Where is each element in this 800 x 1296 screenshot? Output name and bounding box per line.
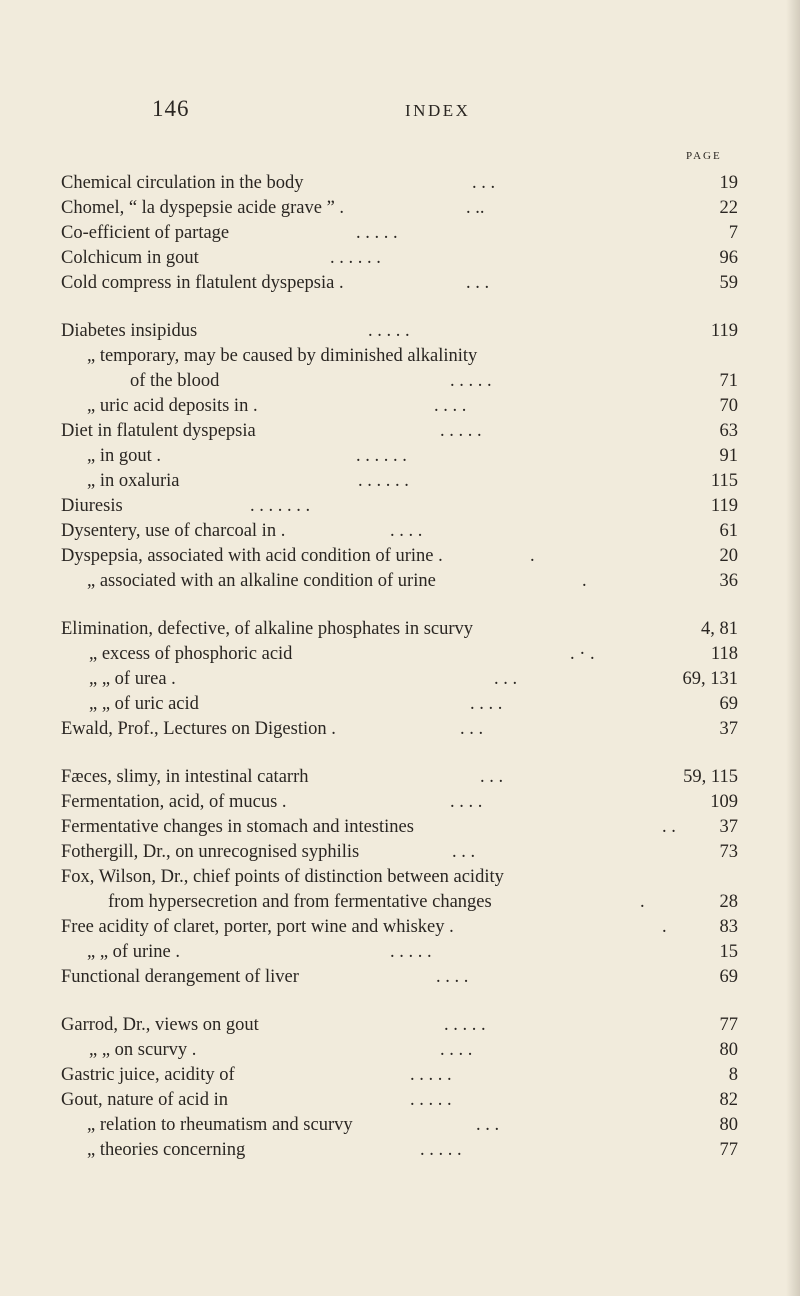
- entry-text: „ theories concerning: [87, 1140, 246, 1160]
- entry-text: Garrod, Dr., views on gout: [61, 1015, 259, 1035]
- index-entry: [0, 171, 800, 196]
- index-entry: [0, 790, 800, 815]
- entry-page-ref: 80: [719, 1115, 738, 1135]
- entry-page-ref: 36: [719, 571, 738, 591]
- index-entry: [0, 319, 800, 344]
- entry-text: „ „ of uric acid: [89, 694, 199, 714]
- dot-leader: . . .: [466, 273, 490, 293]
- dot-leader: . . . .: [470, 694, 503, 714]
- dot-leader: . ..: [466, 198, 485, 218]
- index-entry: [0, 890, 800, 915]
- entry-page-ref: 77: [719, 1015, 738, 1035]
- index-entry: [0, 494, 800, 519]
- dot-leader: . . . . . . .: [250, 496, 311, 516]
- entry-text: „ associated with an alkaline condition of urine: [87, 571, 436, 591]
- index-entry: [0, 544, 800, 569]
- entry-text: Diabetes insipidus: [61, 321, 198, 341]
- index-entry: [0, 221, 800, 246]
- index-entry: [0, 915, 800, 940]
- index-entry: [0, 865, 800, 890]
- dot-leader: . . . . . .: [330, 248, 381, 268]
- dot-leader: . . . . .: [444, 1015, 486, 1035]
- dot-leader: .: [582, 571, 587, 591]
- dot-leader: .: [640, 892, 645, 912]
- page-number: 146: [152, 96, 190, 121]
- entry-text: Co-efficient of partage: [61, 223, 230, 243]
- entry-text: „ temporary, may be caused by diminished alkalinity: [87, 346, 478, 366]
- entry-text: Fæces, slimy, in intestinal catarrh: [61, 767, 309, 787]
- entry-text: „ „ on scurvy .: [89, 1040, 197, 1060]
- index-entry: [0, 344, 800, 369]
- dot-leader: . . . . .: [356, 223, 398, 243]
- dot-leader: . . . .: [390, 521, 423, 541]
- dot-leader: .: [530, 546, 535, 566]
- entry-page-ref: 71: [719, 371, 738, 391]
- entry-page-ref: 119: [710, 321, 738, 341]
- entry-page-ref: 80: [719, 1040, 738, 1060]
- dot-leader: . . . .: [436, 967, 469, 987]
- entry-text: „ „ of urine .: [87, 942, 180, 962]
- entry-text: Elimination, defective, of alkaline phosphates in scurvy: [61, 619, 474, 639]
- index-entry: [0, 1113, 800, 1138]
- index-entry: [0, 369, 800, 394]
- index-entry: [0, 569, 800, 594]
- index-entry: [0, 1138, 800, 1163]
- entry-text: „ excess of phosphoric acid: [89, 644, 293, 664]
- dot-leader: . . . . .: [420, 1140, 462, 1160]
- entry-text: Functional derangement of liver: [61, 967, 299, 987]
- index-entry: [0, 419, 800, 444]
- entry-page-ref: 77: [719, 1140, 738, 1160]
- entry-page-ref: 19: [719, 173, 738, 193]
- entry-page-ref: 63: [719, 421, 738, 441]
- entry-text: „ uric acid deposits in .: [87, 396, 258, 416]
- entry-page-ref: 37: [719, 817, 738, 837]
- entry-page-ref: 61: [719, 521, 738, 541]
- index-entry: [0, 765, 800, 790]
- entry-text: Fothergill, Dr., on unrecognised syphilis: [61, 842, 360, 862]
- entry-text: Cold compress in flatulent dyspepsia .: [61, 273, 344, 293]
- entry-text: Fermentative changes in stomach and intestines: [61, 817, 414, 837]
- dot-leader: . .: [662, 817, 676, 837]
- entry-text: „ „ of urea .: [89, 669, 176, 689]
- entry-page-ref: 70: [719, 396, 738, 416]
- entry-page-ref: 118: [710, 644, 738, 664]
- dot-leader: . . . . .: [390, 942, 432, 962]
- dot-leader: . . .: [480, 767, 504, 787]
- entry-text: „ relation to rheumatism and scurvy: [87, 1115, 353, 1135]
- entry-page-ref: 37: [719, 719, 738, 739]
- dot-leader: .: [662, 917, 667, 937]
- dot-leader: . . .: [472, 173, 496, 193]
- index-entry: [0, 667, 800, 692]
- entry-text: Dysentery, use of charcoal in .: [61, 521, 286, 541]
- entry-page-ref: 22: [719, 198, 738, 218]
- index-entry: [0, 394, 800, 419]
- dot-leader: . . .: [460, 719, 484, 739]
- entry-page-ref: 4, 81: [701, 619, 738, 639]
- dot-leader: . . .: [494, 669, 518, 689]
- entry-text: of the blood: [130, 371, 220, 391]
- entry-text: Chomel, “ la dyspepsie acide grave ” .: [61, 198, 345, 218]
- entry-page-ref: 109: [710, 792, 738, 812]
- entry-text: Free acidity of claret, porter, port wine and whiskey .: [61, 917, 454, 937]
- entry-text: „ in oxaluria: [87, 471, 180, 491]
- dot-leader: . . . . .: [440, 421, 482, 441]
- index-entry: [0, 1038, 800, 1063]
- index-entry: [0, 469, 800, 494]
- entry-page-ref: 28: [719, 892, 738, 912]
- entry-page-ref: 119: [710, 496, 738, 516]
- index-entry: [0, 271, 800, 296]
- entry-page-ref: 82: [719, 1090, 738, 1110]
- index-entry: [0, 519, 800, 544]
- entry-text: Fermentation, acid, of mucus .: [61, 792, 287, 812]
- dot-leader: . . . . .: [410, 1065, 452, 1085]
- entry-text: Fox, Wilson, Dr., chief points of distinction between acidity: [61, 867, 504, 887]
- entry-text: Gout, nature of acid in: [61, 1090, 228, 1110]
- entry-page-ref: 8: [728, 1065, 738, 1085]
- entry-page-ref: 7: [728, 223, 738, 243]
- index-entry: [0, 965, 800, 990]
- index-entry: [0, 1013, 800, 1038]
- index-entry: [0, 444, 800, 469]
- entry-text: Chemical circulation in the body: [61, 173, 304, 193]
- index-entry: [0, 617, 800, 642]
- dot-leader: . · .: [570, 644, 595, 664]
- dot-leader: . . . . .: [450, 371, 492, 391]
- index-entry: [0, 815, 800, 840]
- index-entry: [0, 642, 800, 667]
- entry-text: Diuresis: [61, 496, 123, 516]
- dot-leader: . . . . . .: [356, 446, 407, 466]
- page-column-label: PAGE: [686, 150, 722, 162]
- entry-page-ref: 91: [719, 446, 738, 466]
- entry-text: Dyspepsia, associated with acid condition of urine .: [61, 546, 443, 566]
- dot-leader: . . . . .: [410, 1090, 452, 1110]
- entry-text: Colchicum in gout: [61, 248, 199, 268]
- index-entry: [0, 940, 800, 965]
- page-title: INDEX: [405, 101, 471, 120]
- entry-text: Gastric juice, acidity of: [61, 1065, 235, 1085]
- dot-leader: . . . . .: [368, 321, 410, 341]
- entry-page-ref: 69: [719, 694, 738, 714]
- entry-text: Diet in flatulent dyspepsia: [61, 421, 256, 441]
- dot-leader: . . . .: [450, 792, 483, 812]
- index-entry: [0, 717, 800, 742]
- index-entry: [0, 246, 800, 271]
- entry-page-ref: 15: [719, 942, 738, 962]
- index-entry: [0, 692, 800, 717]
- dot-leader: . . . . . .: [358, 471, 409, 491]
- dot-leader: . . . .: [440, 1040, 473, 1060]
- entry-text: Ewald, Prof., Lectures on Digestion .: [61, 719, 336, 739]
- entry-page-ref: 83: [719, 917, 738, 937]
- entry-page-ref: 20: [719, 546, 738, 566]
- entry-text: from hypersecretion and from fermentative changes: [108, 892, 492, 912]
- entry-page-ref: 59: [719, 273, 738, 293]
- entry-page-ref: 115: [710, 471, 738, 491]
- entry-page-ref: 59, 115: [683, 767, 738, 787]
- entry-page-ref: 69: [719, 967, 738, 987]
- entry-text: „ in gout .: [87, 446, 161, 466]
- entry-page-ref: 73: [719, 842, 738, 862]
- index-entry: [0, 840, 800, 865]
- entry-page-ref: 69, 131: [682, 669, 738, 689]
- index-entry: [0, 196, 800, 221]
- index-entry: [0, 1088, 800, 1113]
- dot-leader: . . .: [452, 842, 476, 862]
- entry-page-ref: 96: [719, 248, 738, 268]
- dot-leader: . . . .: [434, 396, 467, 416]
- index-entry: [0, 1063, 800, 1088]
- dot-leader: . . .: [476, 1115, 500, 1135]
